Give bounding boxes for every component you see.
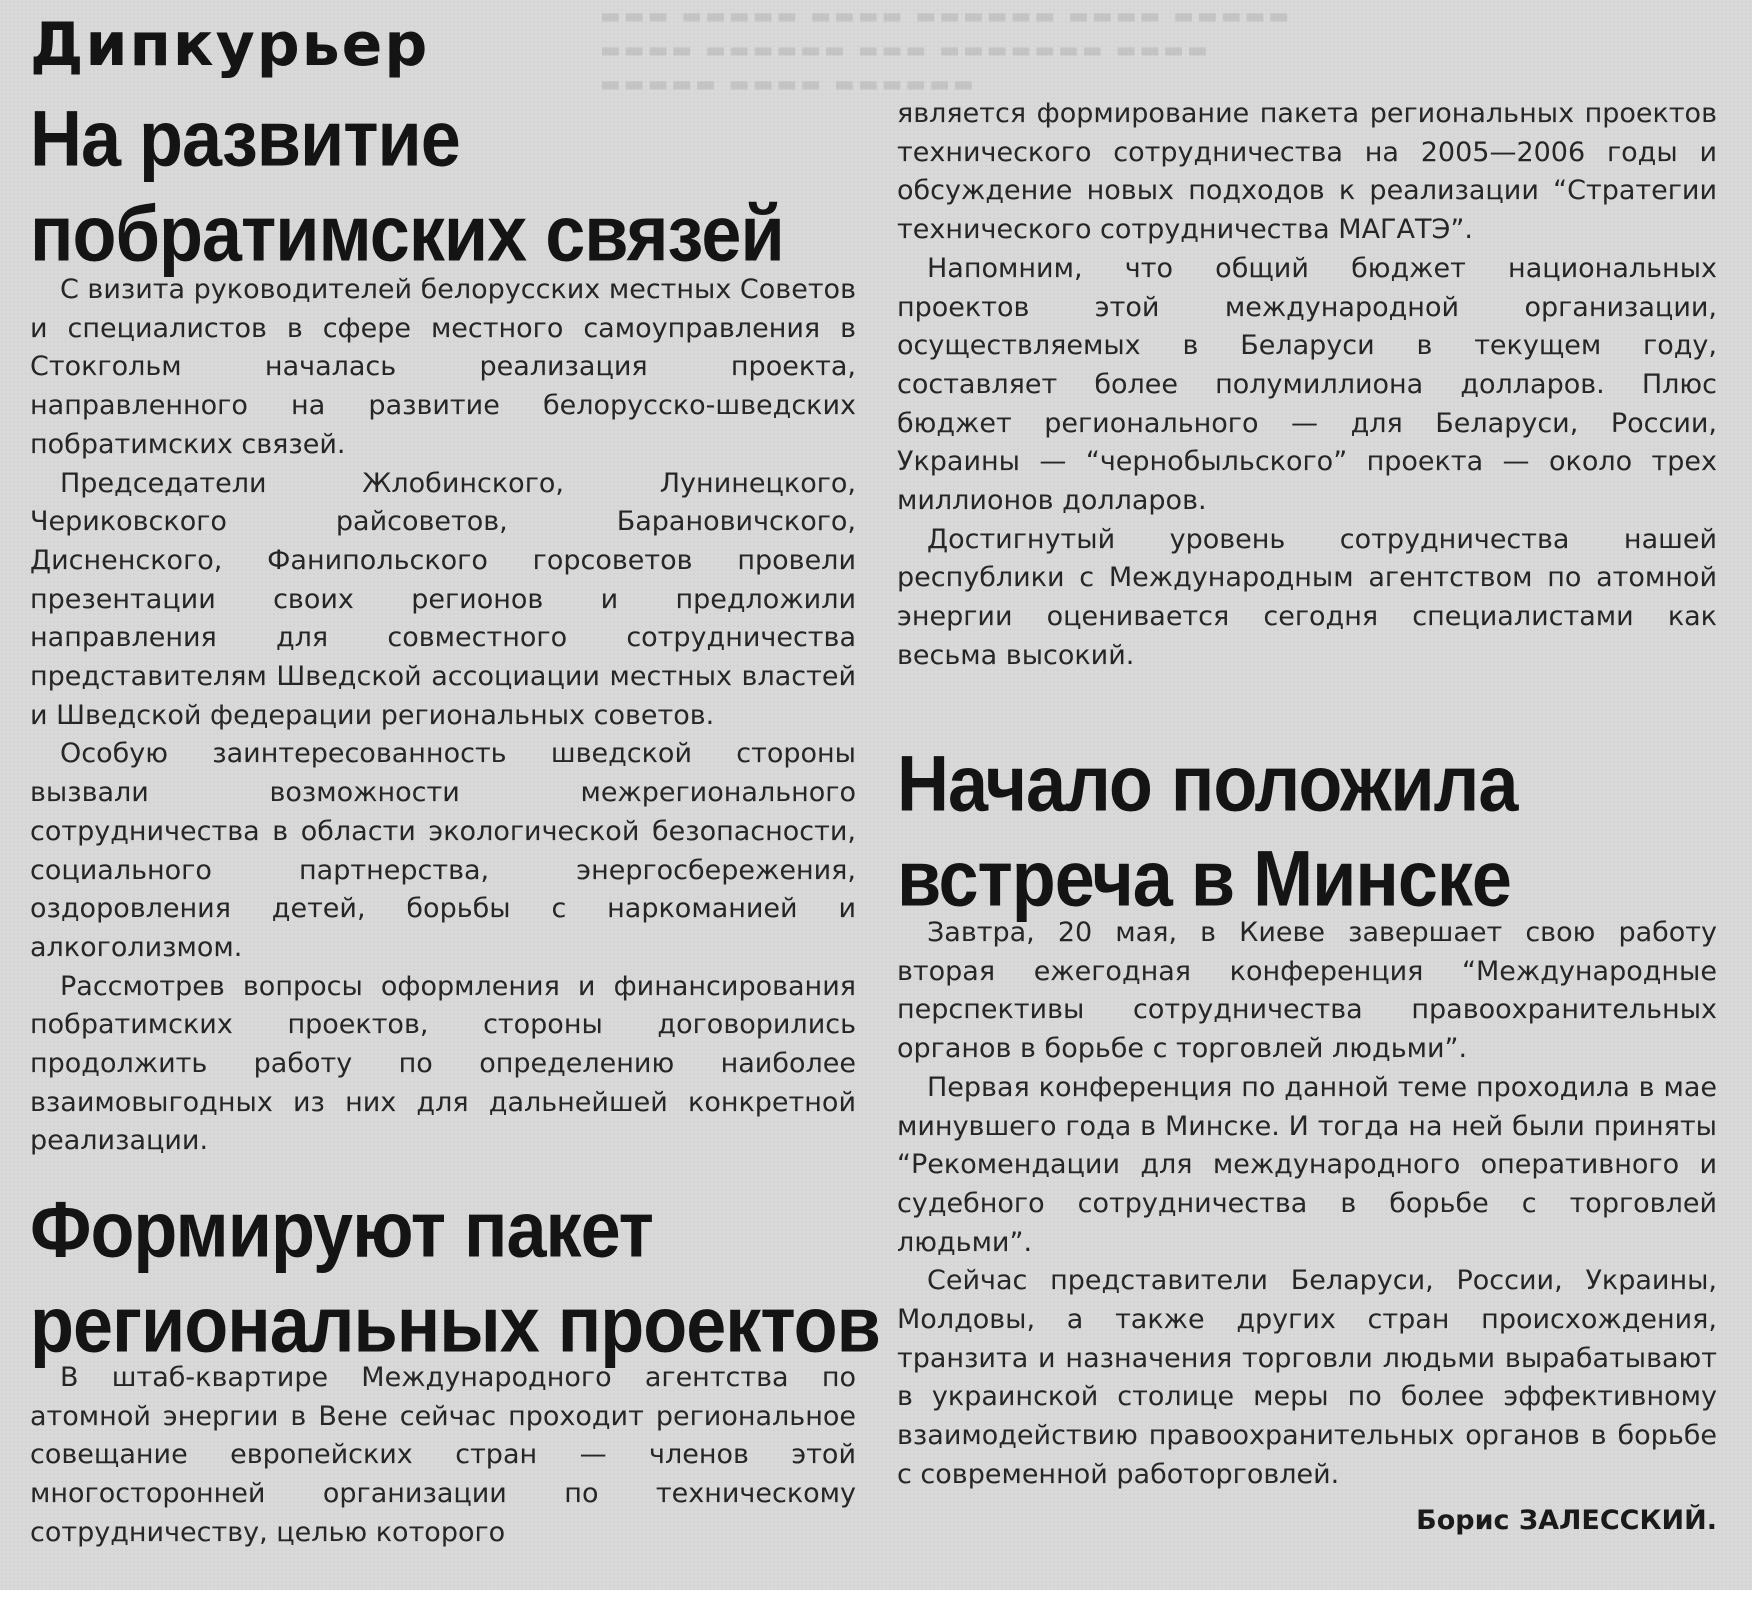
headline-minsk-line2: встреча в Минске [897,834,1511,923]
article-iaea-body-right [897,95,1717,676]
article-paragraph: Первая конференция по данной теме проходила в мае минувшего года в Минске. И тогда на ней были приняты “Рекомендации для международного оперативного и судебного сотрудничества в борьбе с торговлей людьми”. [897,1071,1717,1258]
headline-iaea-line1: Формируют пакет [30,1186,653,1275]
headline-twinning [30,92,784,281]
article-minsk-body [897,914,1717,1495]
article-paragraph: Достигнутый уровень сотрудничества нашей республики с Международным агентством по атомной энергии оценивается сегодня специалистами как весьма высокий. [897,523,1717,671]
headline-minsk-line1: Начало положила [897,740,1518,829]
article-iaea-body-left [30,1359,856,1553]
article-paragraph: Сейчас представители Беларуси, России, Украины, Молдовы, а также других стран происхождения, транзита и назначения торговли людьми вырабатывают в украинской столице меры по более эффективному взаимодействию правоохранительных органов в борьбе с современной работорговлей. [897,1265,1717,1490]
section-rubric: Дипкурьер [30,10,430,80]
show-through-texture: ▬▬▬ ▬▬▬▬▬ ▬▬▬▬ ▬▬▬▬▬▬ ▬▬▬▬ ▬▬▬▬▬ ▬▬▬▬ ▬▬▬▬▬▬ ▬▬▬ ▬▬▬▬▬▬▬ ▬▬▬▬ ▬▬▬▬▬ ▬▬▬▬ ▬▬▬▬▬▬ [600,4,1293,97]
article-paragraph: Напомним, что общий бюджет национальных проектов этой международной организации, осуществляемых в Беларуси в текущем году, составляет более полумиллиона долларов. Плюс бюджет регионального — для Беларуси, России, Украины — “чернобыльского” проекта — около трех миллионов долларов. [897,252,1717,517]
author-byline: Борис ЗАЛЕССКИЙ. [1416,1505,1717,1536]
headline-twinning-line1: На развитие [30,95,460,184]
article-paragraph: Особую заинтересованность шведской стороны вызвали возможности межрегионального сотрудничества в области экологической безопасности, социального партнерства, энергосбережения, оздоровления детей, борьбы с наркоманией и алкоголизмом. [30,738,856,963]
article-paragraph: является формирование пакета региональных проектов технического сотрудничества на 2005—2006 годы и обсуждение новых подходов к реализации “Стратегии технического сотрудничества МАГАТЭ”. [897,98,1717,246]
article-paragraph: С визита руководителей белорусских местных Советов и специалистов в сфере местного самоуправления в Стокгольм началась реализация проекта, направленного на развитие белорусско-шведских побратимских связей. [30,274,856,460]
headline-minsk [897,737,1517,926]
headline-twinning-line2: побратимских связей [30,189,784,278]
article-paragraph: Председатели Жлобинского, Лунинецкого, Чериковского райсоветов, Барановичского, Дисненского, Фанипольского горсоветов провели презентации своих регионов и предложили направления для совместного сотрудничества представителям Шведской ассоциации местных властей и Шведской федерации региональных советов. [30,467,856,731]
article-paragraph: В штаб-квартире Международного агентства по атомной энергии в Вене сейчас проходит региональное совещание европейских стран — членов этой многосторонней организации по техническому сотрудничеству, целью которого [30,1362,856,1548]
article-twinning-body [30,271,856,1161]
article-paragraph: Рассмотрев вопросы оформления и финансирования побратимских проектов, стороны договорились продолжить работу по определению наиболее взаимовыгодных из них для дальнейшей конкретной реализации. [30,970,856,1157]
headline-iaea [30,1183,880,1372]
headline-iaea-line2: региональных проектов [30,1280,880,1369]
article-paragraph: Завтра, 20 мая, в Киеве завершает свою работу вторая ежегодная конференция “Международные перспективы сотрудничества правоохранительных органов в борьбе с торговлей людьми”. [897,917,1717,1065]
